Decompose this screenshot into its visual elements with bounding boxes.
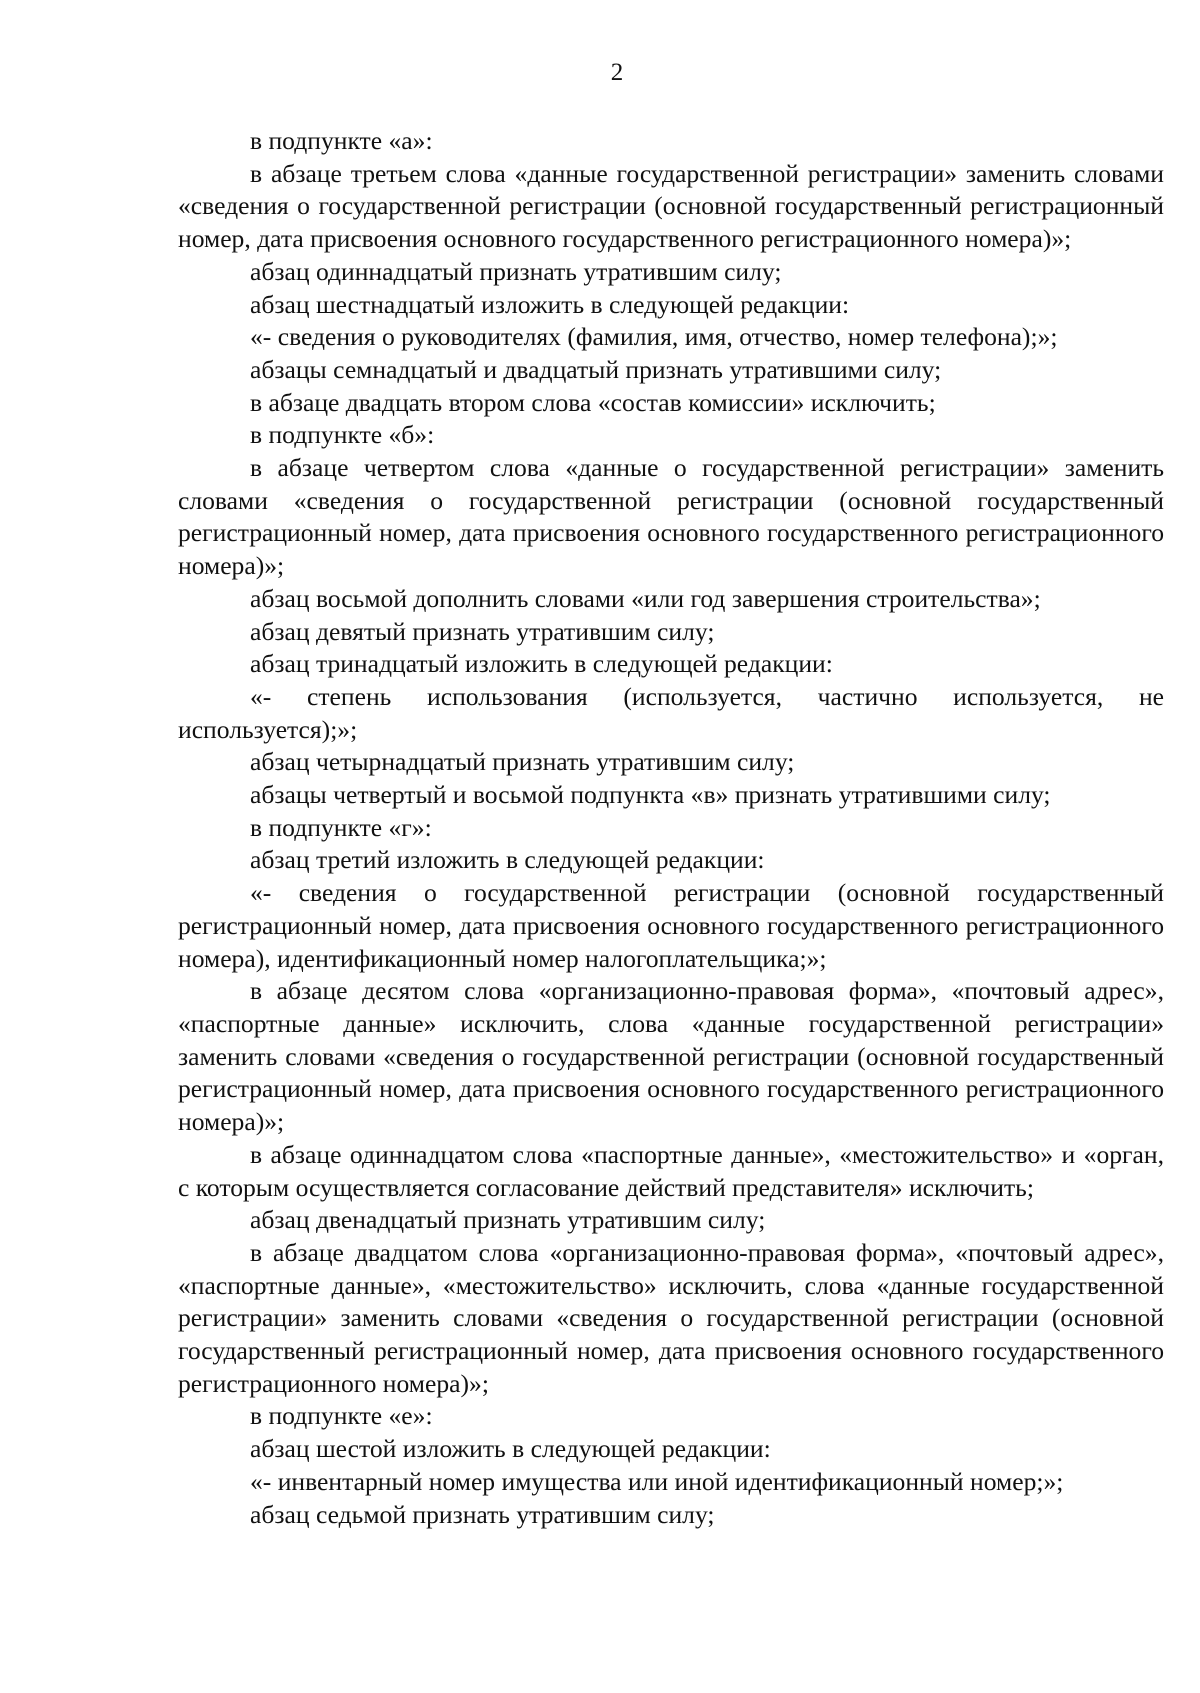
paragraph: в подпункте «а»: (250, 126, 433, 155)
paragraph: «- сведения о государственной регистрации (основной государственный регистрационный номер, дата присвоения основного государственного регистрационного номера), идентификационный номер налогоплательщика;»; (178, 878, 1164, 973)
paragraph: абзац седьмой признать утратившим силу; (250, 1499, 715, 1529)
paragraph: абзац четырнадцатый признать утратившим силу; (250, 747, 795, 777)
paragraph: в подпункте «е»: (250, 1401, 433, 1431)
paragraph: в подпункте «г»: (250, 812, 432, 842)
paragraph: абзац шестой изложить в следующей редакции: (250, 1434, 771, 1464)
paragraph: «- сведения о руководителях (фамилия, имя, отчество, номер телефона);»; (250, 322, 1058, 352)
paragraph: абзац двенадцатый признать утратившим силу; (250, 1205, 766, 1235)
paragraph: в абзаце двадцатом слова «организационно-правовая форма», «почтовый адрес», «паспортные данные», «местожительство» исключить, слова «данные государственной регистрации» заменить словами «сведения о государственной регистрации (основной государственный регистрационный номер, дата присвоения основного государственного регистрационного номера)»; (178, 1237, 1164, 1398)
paragraph: абзацы четвертый и восьмой подпункта «в» признать утратившими силу; (250, 780, 1051, 810)
paragraph: в абзаце одиннадцатом слова «паспортные данные», «местожительство» и «орган, с которым осуществляется согласование действий представителя» исключить; (178, 1139, 1164, 1202)
paragraph: «- степень использования (используется, частично используется, не используется);»; (178, 681, 1164, 744)
paragraph: в абзаце четвертом слова «данные о государственной регистрации» заменить словами «сведения о государственной регистрации (основной государственный регистрационный номер, дата присвоения основного государственного регистрационного номера)»; (178, 453, 1164, 581)
document-body (178, 125, 1164, 1531)
paragraph: в подпункте «б»: (250, 420, 435, 450)
paragraph: абзац девятый признать утратившим силу; (250, 616, 715, 646)
paragraph: в абзаце двадцать втором слова «состав комиссии» исключить; (250, 387, 936, 417)
paragraph: абзац шестнадцатый изложить в следующей редакции: (250, 289, 850, 319)
page-number: 2 (610, 59, 624, 86)
paragraph: в абзаце третьем слова «данные государственной регистрации» заменить словами «сведения о государственной регистрации (основной государственный регистрационный номер, дата присвоения основного государственного регистрационного номера)»; (178, 158, 1164, 254)
paragraph: абзац тринадцатый изложить в следующей редакции: (250, 649, 833, 679)
paragraph: абзац одиннадцатый признать утратившим силу; (250, 256, 782, 286)
paragraph: в абзаце десятом слова «организационно-правовая форма», «почтовый адрес», «паспортные данные» исключить, слова «данные государственной регистрации» заменить словами «сведения о государственной регистрации (основной государственный регистрационный номер, дата присвоения основного государственного регистрационного номера)»; (178, 976, 1164, 1137)
paragraph: абзац восьмой дополнить словами «или год завершения строительства»; (250, 583, 1041, 613)
paragraph: «- инвентарный номер имущества или иной идентификационный номер;»; (250, 1466, 1064, 1496)
paragraph: абзацы семнадцатый и двадцатый признать утратившими силу; (250, 354, 942, 384)
paragraph: абзац третий изложить в следующей редакции: (250, 845, 765, 875)
